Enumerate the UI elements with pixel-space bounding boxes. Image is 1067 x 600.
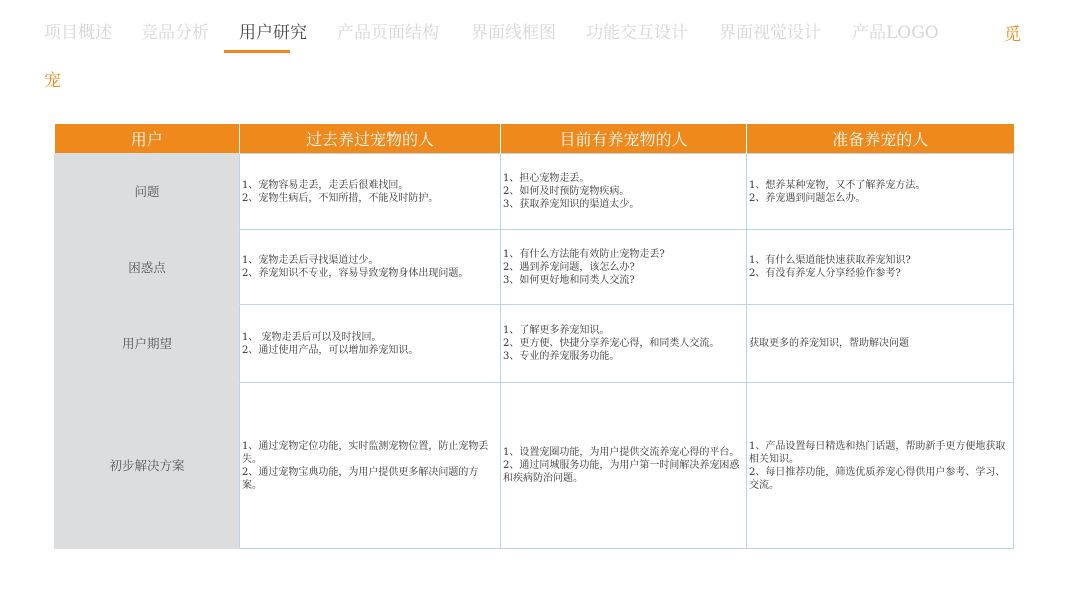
- table-cell: [240, 230, 501, 305]
- cell-text-line: 获取更多的养宠知识，帮助解决问题: [749, 338, 909, 349]
- tab-wireframes[interactable]: 界面线框图: [471, 23, 556, 43]
- cell-text-line: 2、养宠遇到问题怎么办。: [749, 192, 866, 204]
- tab-project-overview[interactable]: 项目概述: [44, 23, 112, 43]
- brand-name-second-char: 宠: [44, 71, 61, 91]
- table-row: [55, 383, 1014, 549]
- cell-text-line: 2、更方便、快捷分享养宠心得，和同类人交流。: [503, 338, 720, 349]
- tab-interaction-design[interactable]: 功能交互设计: [586, 23, 688, 43]
- tab-competitor-analysis[interactable]: 竞品分析: [141, 23, 209, 43]
- cell-text-line: 3、专业的养宠服务功能。: [503, 351, 620, 362]
- brand-name-first-char: 觅: [1004, 25, 1021, 45]
- table-row: [55, 305, 1014, 383]
- cell-text-line: 1、产品设置每日精选和热门话题，帮助新手更方便地获取相关知识。: [749, 440, 1006, 465]
- cell-text-line: 2、遇到养宠问题，该怎么办?: [503, 261, 635, 273]
- table-cell: [747, 230, 1014, 305]
- cell-text-line: 1、有什么方法能有效防止宠物走丢?: [503, 248, 665, 260]
- table-row: [55, 230, 1014, 305]
- tab-product-logo[interactable]: 产品LOGO: [852, 23, 939, 43]
- cell-text-line: 3、如何更好地和同类人交流?: [503, 274, 635, 286]
- cell-text-line: 2、每日推荐功能，筛选优质养宠心得供用户参考、学习、交流。: [749, 466, 1006, 491]
- cell-text-line: 2、有没有养宠人分享经验作参考?: [749, 268, 901, 279]
- cell-text-line: 2、如何及时预防宠物疾病。: [503, 186, 630, 197]
- cell-text-line: 2、通过宠物宝典功能，为用户提供更多解决问题的方案。: [242, 466, 479, 491]
- row-header-expectations: 用户期望: [55, 305, 240, 383]
- cell-text-line: 1、有什么渠道能快速获取养宠知识?: [749, 255, 911, 266]
- table-cell: [747, 383, 1014, 549]
- cell-text-line: 1、宠物走丢后寻找渠道过少。: [242, 255, 379, 266]
- cell-text-line: 2、通过同城服务功能，为用户第一时间解决养宠困惑和疾病防治问题。: [503, 460, 740, 484]
- user-research-table: [54, 124, 1014, 549]
- row-header-problems: 问题: [55, 154, 240, 230]
- column-header-current-owners: 目前有养宠物的人: [501, 124, 747, 154]
- table-cell: [501, 154, 747, 230]
- cell-text-line: 1、 宠物走丢后可以及时找回。: [242, 331, 382, 343]
- cell-text-line: 1、担心宠物走丢。: [503, 173, 590, 184]
- row-header-confusions: 困惑点: [55, 230, 240, 305]
- cell-text-line: 1、想养某种宠物，又不了解养宠方法。: [749, 179, 926, 191]
- column-header-past-owners: 过去养过宠物的人: [240, 124, 501, 154]
- top-navigation: [0, 0, 1067, 60]
- cell-text-line: 1、了解更多养宠知识。: [503, 325, 610, 336]
- cell-text-line: 1、通过宠物定位功能，实时监测宠物位置，防止宠物丢失。: [242, 440, 489, 465]
- cell-text-line: 2、通过使用产品，可以增加养宠知识。: [242, 344, 419, 356]
- column-header-user: 用户: [55, 124, 240, 154]
- table-cell: [501, 305, 747, 383]
- tab-page-structure[interactable]: 产品页面结构: [337, 23, 439, 43]
- column-header-prospective-owners: 准备养宠的人: [747, 124, 1014, 154]
- cell-text-line: 2、宠物生病后，不知所措，不能及时防护。: [242, 192, 439, 204]
- cell-text-line: 1、宠物容易走丢，走丢后很难找回。: [242, 179, 409, 191]
- tab-user-research[interactable]: 用户研究: [239, 23, 307, 43]
- table-header-row: [55, 124, 1014, 154]
- table-cell: [240, 154, 501, 230]
- cell-text-line: 3、获取养宠知识的渠道太少。: [503, 199, 640, 210]
- table-row: [55, 154, 1014, 230]
- table-cell: [240, 305, 501, 383]
- row-header-solutions: 初步解决方案: [55, 383, 240, 549]
- table-cell: [747, 305, 1014, 383]
- table-cell: [240, 383, 501, 549]
- table-cell: [747, 154, 1014, 230]
- cell-text-line: 1、设置宠圈功能，为用户提供交流养宠心得的平台。: [503, 447, 740, 458]
- cell-text-line: 2、养宠知识不专业，容易导致宠物身体出现问题。: [242, 268, 469, 279]
- table-cell: [501, 383, 747, 549]
- table-cell: [501, 230, 747, 305]
- tab-visual-design[interactable]: 界面视觉设计: [719, 23, 821, 43]
- active-tab-indicator: [224, 50, 290, 53]
